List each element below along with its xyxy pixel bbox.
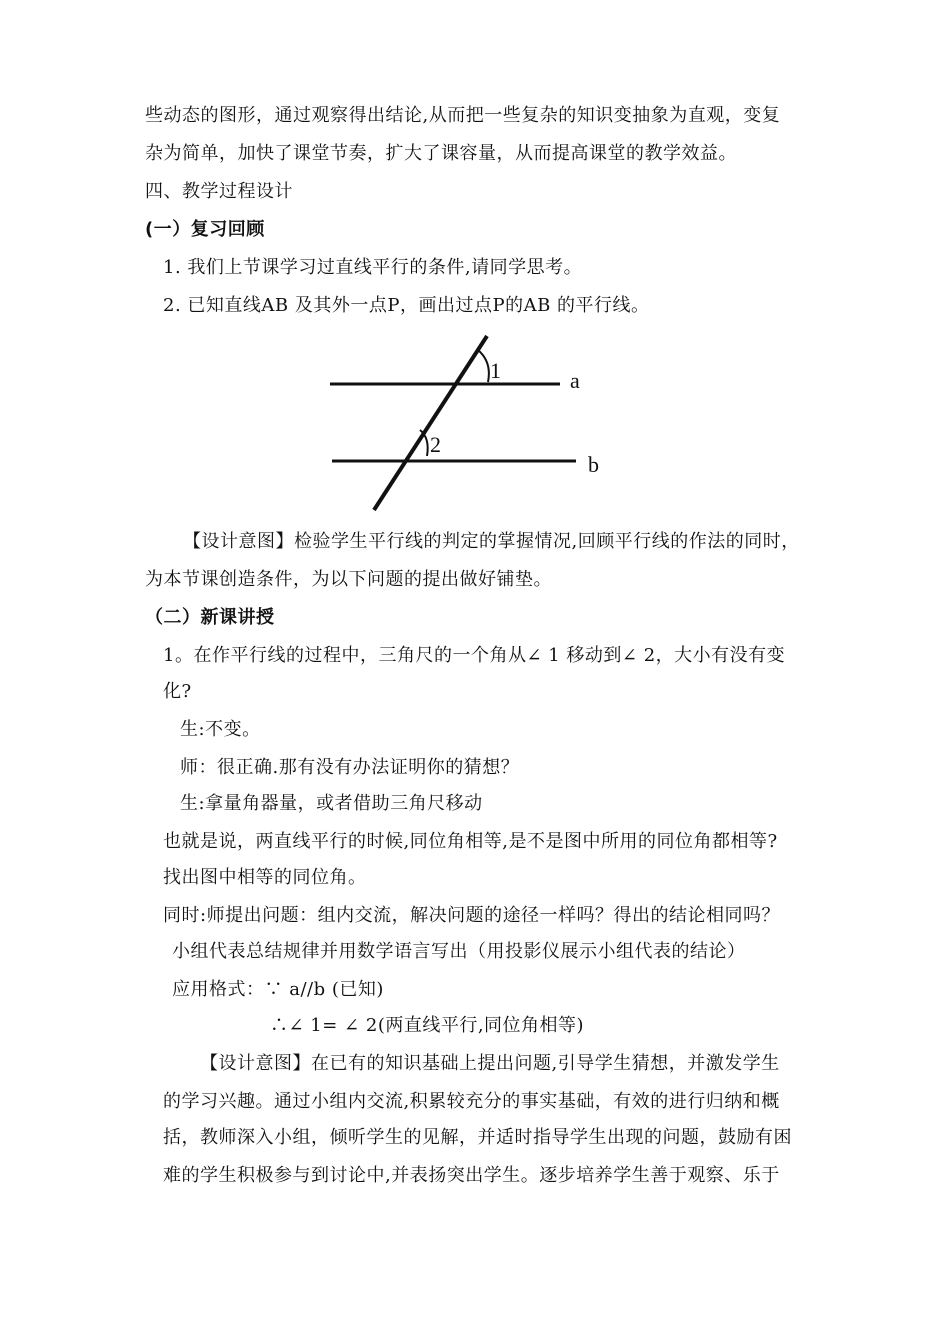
dialogue-line: 生:不变。 [180, 719, 261, 740]
proof-line: 应用格式：∵ a//b (已知) [172, 979, 384, 1000]
dialogue-line: 生:拿量角器量，或者借助三角尺移动 [180, 793, 483, 814]
paragraph-line: 也就是说，两直线平行的时候,同位角相等,是不是图中所用的同位角都相等? [163, 831, 778, 852]
paragraph-line: 1。在作平行线的过程中，三角尺的一个角从∠ 1 移动到∠ 2，大小有没有变 [163, 645, 786, 666]
proof-line: ∴∠ 1= ∠ 2(两直线平行,同位角相等) [270, 1015, 585, 1036]
list-item: 1. 我们上节课学习过直线平行的条件,请同学思考。 [163, 257, 583, 278]
paragraph-line: 同时:师提出问题：组内交流，解决问题的途径一样吗？得出的结论相同吗？ [163, 905, 781, 926]
paragraph-line: 杂为简单，加快了课堂节奏，扩大了课容量，从而提高课堂的教学效益。 [145, 143, 737, 164]
line-a-label: a [570, 368, 580, 393]
paragraph-line: 找出图中相等的同位角。 [163, 867, 367, 888]
angle-1-arc [478, 350, 489, 382]
angle-1-label: 1 [490, 358, 501, 383]
paragraph-line: 括，教师深入小组，倾听学生的见解，并适时指导学生出现的问题，鼓励有困 [163, 1127, 792, 1148]
paragraph-line: 化? [163, 681, 192, 702]
design-intent-paragraph: 【设计意图】检验学生平行线的判定的掌握情况,回顾平行线的作法的同时， [183, 531, 800, 552]
section-heading: 四、教学过程设计 [145, 181, 293, 202]
list-item: 2. 已知直线AB 及其外一点P，画出过点P的AB 的平行线。 [163, 295, 650, 316]
design-intent-paragraph: 【设计意图】在已有的知识基础上提出问题,引导学生猜想，并激发学生 [200, 1053, 780, 1074]
dialogue-line: 师：很正确.那有没有办法证明你的猜想？ [180, 757, 520, 778]
paragraph-line: 为本节课创造条件，为以下问题的提出做好铺垫。 [145, 569, 552, 590]
paragraph-line: 些动态的图形，通过观察得出结论,从而把一些复杂的知识变抽象为直观，变复 [145, 105, 781, 126]
paragraph-line: 的学习兴趣。通过小组内交流,积累较充分的事实基础，有效的进行归纳和概 [163, 1091, 780, 1112]
line-b-label: b [588, 452, 599, 477]
subsection-heading: （二）新课讲授 [145, 607, 275, 628]
parallel-lines-diagram [320, 330, 620, 515]
angle-2-label: 2 [430, 432, 441, 457]
subsection-heading: (一）复习回顾 [145, 219, 265, 240]
paragraph-line: 小组代表总结规律并用数学语言写出（用投影仪展示小组代表的结论） [172, 941, 746, 962]
transversal-line [374, 336, 487, 510]
paragraph-line: 难的学生积极参与到讨论中,并表扬突出学生。逐步培养学生善于观察、乐于 [163, 1165, 780, 1186]
